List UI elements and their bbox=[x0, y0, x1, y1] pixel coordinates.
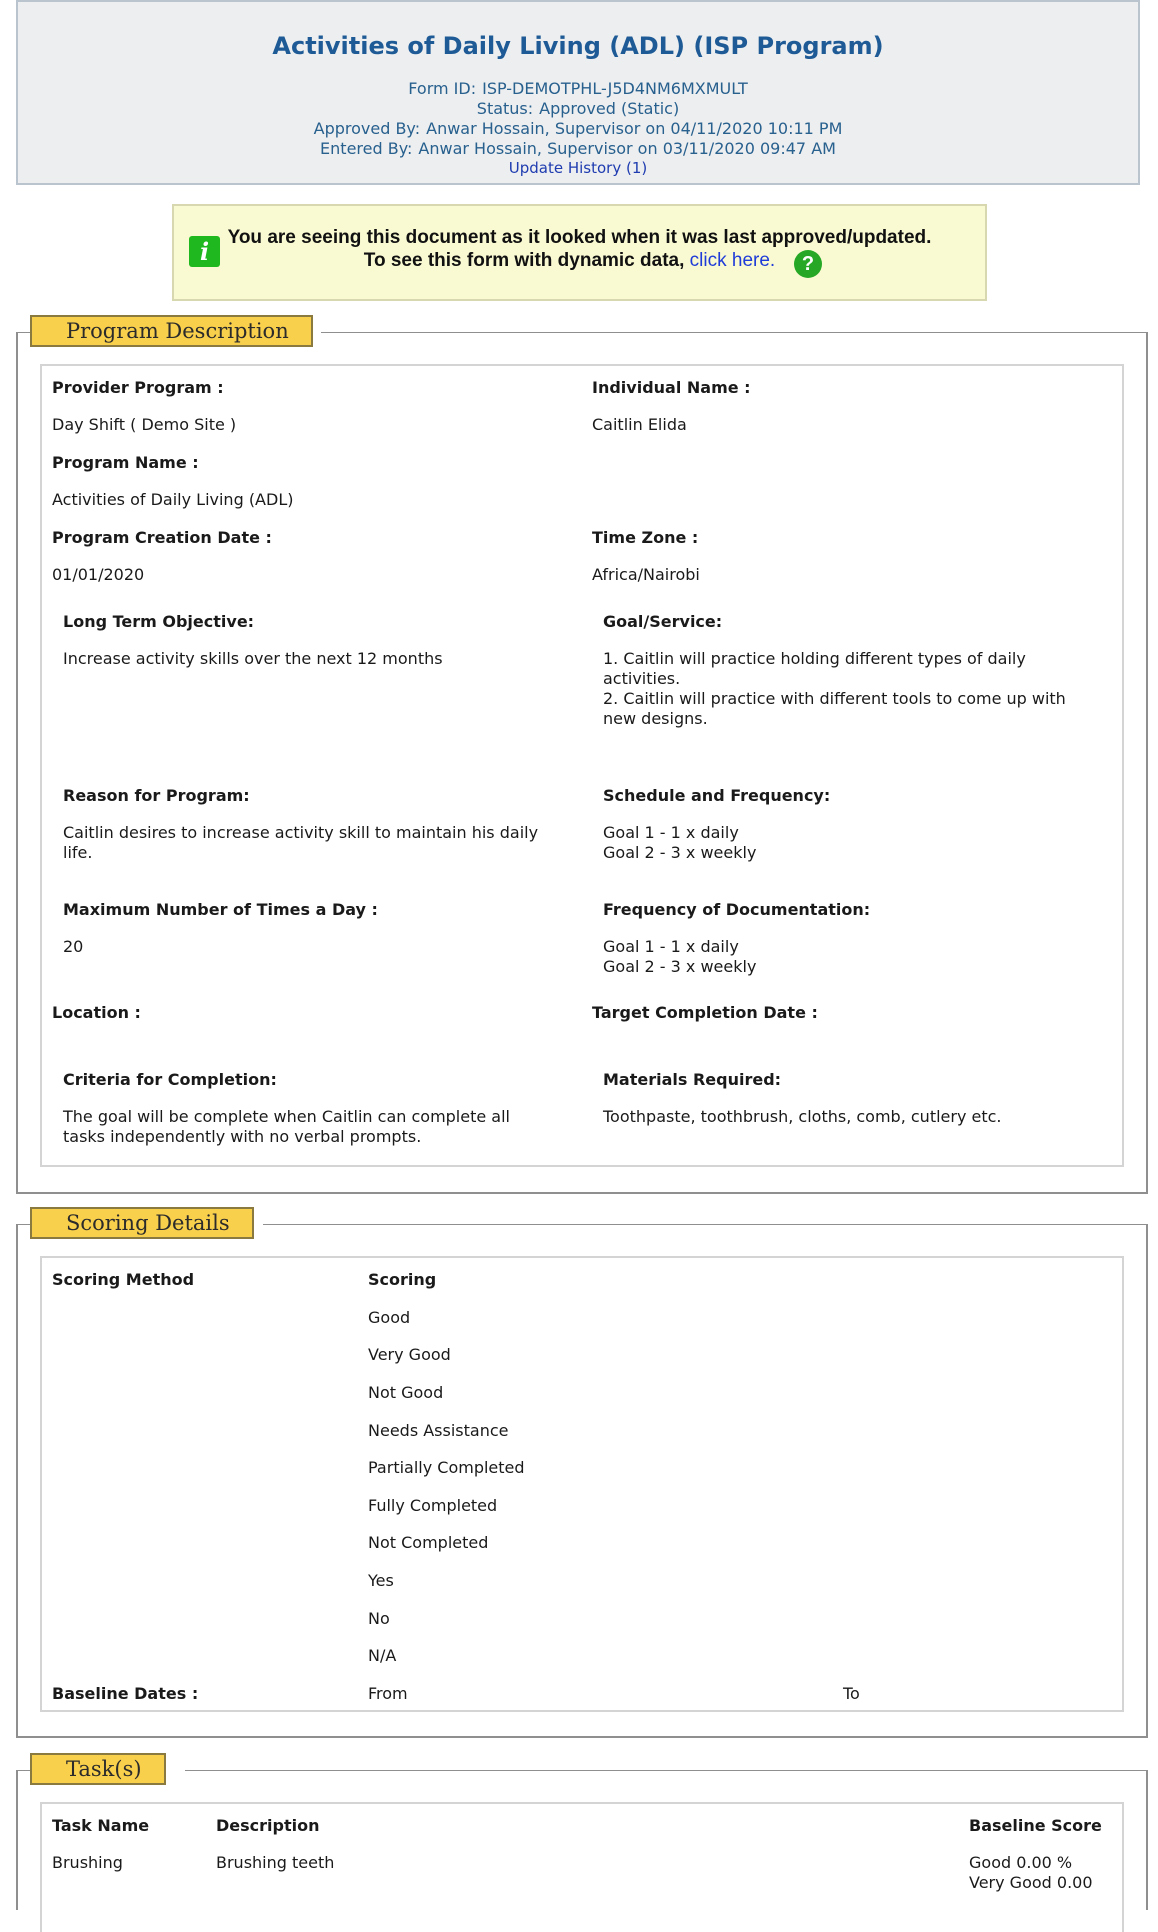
schedule-label: Schedule and Frequency: bbox=[603, 786, 831, 805]
program-description-section bbox=[16, 319, 1148, 1194]
program-name-value: Activities of Daily Living (ADL) bbox=[52, 490, 294, 509]
form-id-line bbox=[18, 79, 1138, 98]
creation-date-value: 01/01/2020 bbox=[52, 565, 145, 584]
approved-by-value: Anwar Hossain, Supervisor on 04/11/2020 10:11 PM bbox=[426, 119, 843, 138]
freq-doc-item-1: Goal 1 - 1 x daily bbox=[603, 937, 739, 956]
entered-by-value: Anwar Hossain, Supervisor on 03/11/2020 09:47 AM bbox=[418, 139, 836, 158]
scoring-option: Very Good bbox=[368, 1345, 451, 1364]
time-zone-label: Time Zone : bbox=[592, 528, 699, 547]
baseline-to-label: To bbox=[843, 1684, 860, 1703]
baseline-score-header: Baseline Score bbox=[969, 1816, 1102, 1835]
individual-name-value: Caitlin Elida bbox=[592, 415, 687, 434]
form-id-value: ISP-DEMOTPHL-J5D4NM6MXMULT bbox=[482, 79, 748, 98]
notice-line-1: You are seeing this document as it looked when it was last approved/updated. bbox=[227, 227, 932, 248]
schedule-value bbox=[603, 823, 1093, 863]
target-date-label: Target Completion Date : bbox=[592, 1003, 818, 1022]
form-header bbox=[16, 0, 1140, 185]
individual-name-label: Individual Name : bbox=[592, 378, 751, 397]
max-times-value: 20 bbox=[63, 937, 84, 956]
scoring-option: Partially Completed bbox=[368, 1458, 525, 1477]
notice-line-2 bbox=[154, 250, 985, 272]
baseline-score-line: Good 0.00 % bbox=[969, 1853, 1073, 1872]
scoring-details-section bbox=[16, 1211, 1148, 1738]
schedule-item-2: Goal 2 - 3 x weekly bbox=[603, 843, 757, 862]
baseline-score-line: Very Good 0.00 bbox=[969, 1873, 1093, 1892]
program-name-label: Program Name : bbox=[52, 453, 199, 472]
scoring-header: Scoring bbox=[368, 1270, 437, 1289]
form-id-label: Form ID: bbox=[408, 79, 477, 98]
scoring-option: Not Good bbox=[368, 1383, 444, 1402]
program-description-panel bbox=[40, 364, 1124, 1167]
scoring-details-panel bbox=[40, 1256, 1124, 1712]
goal-service-value bbox=[603, 649, 1093, 729]
approved-by-line bbox=[18, 119, 1138, 138]
baseline-dates-label: Baseline Dates : bbox=[52, 1684, 199, 1703]
scoring-method-label: Scoring Method bbox=[52, 1270, 195, 1289]
goal-service-label: Goal/Service: bbox=[603, 612, 723, 631]
max-times-label: Maximum Number of Times a Day : bbox=[63, 900, 378, 919]
status-value: Approved (Static) bbox=[539, 99, 680, 118]
status-line bbox=[18, 99, 1138, 118]
click-here-link[interactable]: click here. bbox=[689, 250, 776, 271]
goal-service-item-2: 2. Caitlin will practice with different tools to come up with new designs. bbox=[603, 689, 1066, 728]
scoring-option: No bbox=[368, 1609, 390, 1628]
entered-by-label: Entered By: bbox=[320, 139, 413, 158]
provider-program-value: Day Shift ( Demo Site ) bbox=[52, 415, 237, 434]
task-name-cell: Brushing bbox=[52, 1853, 123, 1872]
reason-value: Caitlin desires to increase activity skill to maintain his daily life. bbox=[63, 823, 539, 862]
criteria-label: Criteria for Completion: bbox=[63, 1070, 277, 1089]
scoring-option: Good bbox=[368, 1308, 411, 1327]
provider-program-label: Provider Program : bbox=[52, 378, 224, 397]
freq-doc-label: Frequency of Documentation: bbox=[603, 900, 871, 919]
scoring-option: Fully Completed bbox=[368, 1496, 498, 1515]
goal-service-item-1: 1. Caitlin will practice holding different types of daily activities. bbox=[603, 649, 1026, 688]
status-label: Status: bbox=[476, 99, 534, 118]
baseline-score-cell bbox=[969, 1853, 1119, 1893]
tasks-legend: Task(s) bbox=[30, 1753, 166, 1785]
schedule-item-1: Goal 1 - 1 x daily bbox=[603, 823, 739, 842]
tasks-section bbox=[16, 1757, 1148, 1910]
task-description-cell: Brushing teeth bbox=[216, 1853, 335, 1872]
baseline-from-label: From bbox=[368, 1684, 408, 1703]
scoring-details-legend: Scoring Details bbox=[30, 1207, 254, 1239]
materials-label: Materials Required: bbox=[603, 1070, 782, 1089]
task-name-header: Task Name bbox=[52, 1816, 150, 1835]
criteria-value: The goal will be complete when Caitlin can complete all tasks independently with no verbal prompts. bbox=[63, 1107, 510, 1146]
freq-doc-value bbox=[603, 937, 1093, 977]
scoring-option: Needs Assistance bbox=[368, 1421, 509, 1440]
scoring-option: Not Completed bbox=[368, 1533, 489, 1552]
time-zone-value: Africa/Nairobi bbox=[592, 565, 700, 584]
static-document-notice bbox=[172, 204, 987, 301]
location-label: Location : bbox=[52, 1003, 141, 1022]
help-icon[interactable]: ? bbox=[794, 250, 822, 278]
scoring-option: N/A bbox=[368, 1646, 397, 1665]
tasks-panel bbox=[40, 1802, 1124, 1932]
notice-line-2-text: To see this form with dynamic data, bbox=[363, 250, 685, 271]
scoring-option: Yes bbox=[368, 1571, 394, 1590]
page-title: Activities of Daily Living (ADL) (ISP Program) bbox=[272, 32, 884, 60]
task-description-header: Description bbox=[216, 1816, 320, 1835]
update-history-link[interactable]: Update History (1) bbox=[508, 159, 648, 177]
freq-doc-item-2: Goal 2 - 3 x weekly bbox=[603, 957, 757, 976]
reason-label: Reason for Program: bbox=[63, 786, 250, 805]
program-description-legend: Program Description bbox=[30, 315, 313, 347]
info-icon: i bbox=[189, 236, 220, 267]
creation-date-label: Program Creation Date : bbox=[52, 528, 272, 547]
approved-by-label: Approved By: bbox=[313, 119, 421, 138]
long-term-objective-value: Increase activity skills over the next 12 months bbox=[63, 649, 443, 668]
entered-by-line bbox=[18, 139, 1138, 158]
long-term-objective-label: Long Term Objective: bbox=[63, 612, 255, 631]
materials-value: Toothpaste, toothbrush, cloths, comb, cutlery etc. bbox=[603, 1107, 1002, 1126]
